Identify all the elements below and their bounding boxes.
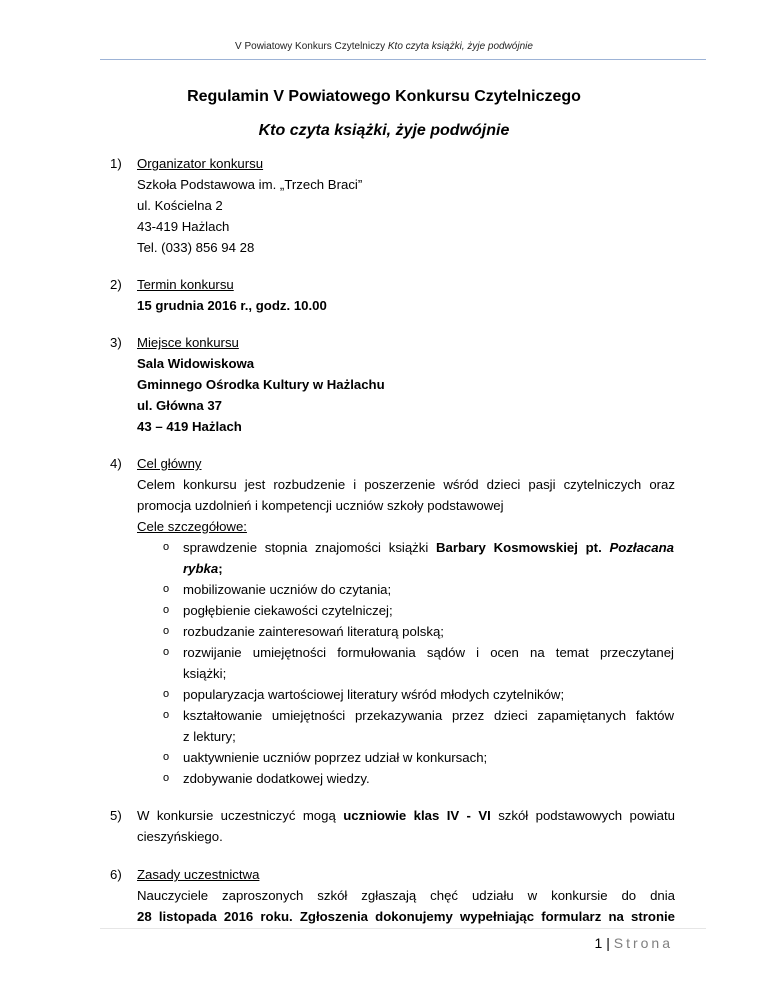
bullet-marker: o	[163, 583, 170, 595]
section-2-heading: Termin konkursu	[137, 277, 234, 292]
goal-item-1	[183, 540, 674, 555]
page-footer	[595, 935, 673, 951]
bullet-marker: o	[163, 604, 170, 616]
venue-postal: 43 – 419 Hażlach	[137, 419, 242, 434]
section-3-heading: Miejsce konkursu	[137, 335, 239, 350]
venue-center: Gminnego Ośrodka Kultury w Hażlachu	[137, 377, 385, 392]
section-6-number: 6)	[110, 867, 122, 882]
venue-hall: Sala Widowiskowa	[137, 356, 255, 371]
detailed-goals-heading: Cele szczegółowe:	[137, 519, 247, 534]
section-4-heading: Cel główny	[137, 456, 202, 471]
goal-item-9: zdobywanie dodatkowej wiedzy.	[183, 771, 370, 786]
bullet-marker: o	[163, 772, 170, 784]
organizer-postal: 43-419 Hażlach	[137, 219, 230, 234]
section-4-number: 4)	[110, 456, 122, 471]
bullet-marker: o	[163, 541, 170, 553]
goal-item-8: uaktywnienie uczniów poprzez udział w konkursach;	[183, 750, 488, 765]
participants-line-2: cieszyńskiego.	[137, 829, 223, 844]
contest-date: 15 grudnia 2016 r., godz. 10.00	[137, 298, 327, 313]
organizer-street: ul. Kościelna 2	[137, 198, 223, 213]
goal-item-1-author: Barbary Kosmowskiej pt.	[436, 540, 610, 555]
bullet-marker: o	[163, 751, 170, 763]
bullet-marker: o	[163, 688, 170, 700]
goal-item-2: mobilizowanie uczniów do czytania;	[183, 582, 392, 597]
main-goal-line-2: promocja uzdolnień i kompetencji uczniów szkoły podstawowej	[137, 498, 504, 513]
bullet-marker: o	[163, 646, 170, 658]
goal-item-1-title-cont: rybka	[183, 561, 219, 576]
page-number: 1	[594, 935, 603, 951]
goal-item-6: popularyzacja wartościowej literatury wśród młodych czytelników;	[183, 687, 565, 702]
goal-item-3: pogłębienie ciekawości czytelniczej;	[183, 603, 393, 618]
goal-item-5: rozwijanie umiejętności formułowania sądów i ocen na temat przeczytanej	[183, 645, 674, 660]
bullet-marker: o	[163, 625, 170, 637]
goal-item-1-text: sprawdzenie stopnia znajomości książki	[183, 540, 437, 555]
participants-classes: uczniowie klas IV - VI	[343, 808, 491, 823]
section-3-number: 3)	[110, 335, 122, 350]
goal-item-1-cont	[183, 561, 223, 576]
organizer-phone: Tel. (033) 856 94 28	[137, 240, 255, 255]
header-text: V Powiatowy Konkurs Czytelniczy	[235, 41, 388, 52]
goal-item-7: kształtowanie umiejętności przekazywania przez dzieci zapamiętanych faktów	[183, 708, 674, 723]
header-italic-text: Kto czyta książki, żyje podwójnie	[387, 41, 533, 52]
footer-separator: |	[602, 935, 614, 951]
rules-line-1: Nauczyciele zaproszonych szkół zgłaszają chęć udziału w konkursie do dnia	[137, 888, 675, 903]
section-1-number: 1)	[110, 156, 122, 171]
participants-text: W konkursie uczestniczyć mogą	[137, 808, 344, 823]
participants-line-1	[137, 808, 675, 823]
participants-schools: szkół podstawowych powiatu	[490, 808, 675, 823]
section-1-heading: Organizator konkursu	[137, 156, 264, 171]
document-title: Regulamin V Powiatowego Konkursu Czytelniczego	[187, 88, 581, 105]
organizer-name: Szkoła Podstawowa im. „Trzech Braci”	[137, 177, 363, 192]
section-5-number: 5)	[110, 808, 122, 823]
rules-line-2: 28 listopada 2016 roku. Zgłoszenia dokonujemy wypełniając formularz na stronie	[137, 909, 675, 924]
page-header	[0, 41, 768, 52]
section-2-number: 2)	[110, 277, 122, 292]
venue-street: ul. Główna 37	[137, 398, 223, 413]
footer-page-word: Strona	[613, 935, 673, 951]
document-subtitle: Kto czyta książki, żyje podwójnie	[258, 122, 510, 139]
goal-item-5-cont: książki;	[183, 666, 227, 681]
bullet-marker: o	[163, 709, 170, 721]
goal-item-7-cont: z lektury;	[183, 729, 236, 744]
main-goal-line-1: Celem konkursu jest rozbudzenie i poszerzenie wśród dzieci pasji czytelniczych oraz	[137, 477, 675, 492]
section-6-heading: Zasady uczestnictwa	[137, 867, 260, 882]
header-divider	[100, 59, 706, 60]
goal-item-4: rozbudzanie zainteresowań literaturą polską;	[183, 624, 444, 639]
goal-item-1-end: ;	[218, 561, 223, 576]
footer-divider	[100, 928, 706, 929]
goal-item-1-title: Pozłacana	[609, 540, 674, 555]
